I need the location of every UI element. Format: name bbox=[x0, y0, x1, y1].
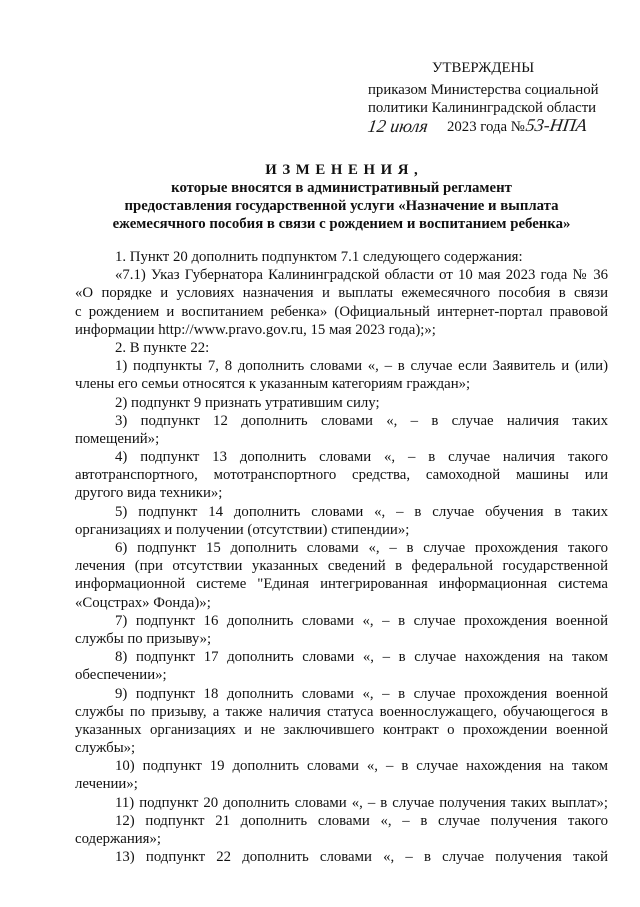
printed-year-number: 2023 года № bbox=[447, 119, 525, 135]
title-line: предоставления государственной услуги «Назначение и выплата bbox=[124, 198, 559, 214]
body-text-line: «7.1) Указ Губернатора Калининградской области от 10 мая 2023 года № 36 bbox=[115, 267, 608, 284]
body-text-line: лечения (при отсутствии указанных сведений в федеральной государственной bbox=[75, 558, 608, 575]
title-line: которые вносятся в административный регламент bbox=[171, 180, 512, 196]
body-text-line: другого вида техники»; bbox=[75, 485, 223, 502]
body-text-line: 9) подпункт 18 дополнить словами «, – в случае прохождения военной bbox=[115, 685, 608, 702]
body-text-line: члены его семьи относятся к указанным категориям граждан»; bbox=[75, 376, 471, 393]
body-text-line: 10) подпункт 19 дополнить словами «, – в случае нахождения на таком bbox=[115, 758, 608, 775]
title-line: ежемесячного пособия в связи с рождением и воспитанием ребенка» bbox=[112, 216, 571, 232]
body-text-line: 13) подпункт 22 дополнить словами «, – в случае получения такой bbox=[115, 849, 608, 866]
body-text-line: 2. В пункте 22: bbox=[115, 339, 210, 356]
title-heading: ИЗМЕНЕНИЯ, bbox=[265, 162, 424, 178]
body-text-line: 1. Пункт 20 дополнить подпунктом 7.1 следующего содержания: bbox=[115, 249, 523, 265]
body-text-line: 6) подпункт 15 дополнить словами «, – в случае прохождения такого bbox=[115, 540, 608, 556]
document-title bbox=[75, 161, 608, 233]
body-text-line: «О порядке и условиях назначения и выплаты ежемесячного пособия в связи bbox=[75, 285, 608, 302]
body-text-line: автотранспортного, мототранспортного средства, самоходной машины или bbox=[75, 467, 608, 484]
body-text-line: 3) подпункт 12 дополнить словами «, – в случае наличия таких bbox=[115, 412, 608, 429]
document-body bbox=[75, 248, 608, 866]
body-text-line: 12) подпункт 21 дополнить словами «, – в случае получения такого bbox=[115, 812, 608, 829]
body-text-line: содержания»; bbox=[75, 831, 161, 847]
approval-heading: УТВЕРЖДЕНЫ bbox=[432, 60, 535, 76]
body-text-line: 4) подпункт 13 дополнить словами «, – в случае наличия такого bbox=[115, 449, 608, 466]
body-text-line: «Соцстрах» Фонда)»; bbox=[75, 594, 211, 611]
body-text-line: помещений»; bbox=[75, 430, 160, 447]
body-text-line: 2) подпункт 9 признать утратившим силу; bbox=[115, 394, 380, 411]
body-text-line: 7) подпункт 16 дополнить словами «, – в случае прохождения военной bbox=[115, 612, 608, 629]
body-text-line: службы по призыву, а также наличия статуса военнослужащего, обучающегося в bbox=[75, 703, 608, 720]
body-text-line: 8) подпункт 17 дополнить словами «, – в случае нахождения на таком bbox=[115, 649, 608, 666]
body-text-line: службы по призыву»; bbox=[75, 630, 212, 647]
body-text-line: информационной системе "Единая интегрированная информационная система bbox=[75, 576, 608, 593]
handwritten-date: 12 июля bbox=[366, 116, 430, 136]
body-text-line: с рождением и воспитанием ребенка» (Официальный интернет-портал правовой bbox=[75, 303, 608, 320]
approval-order-line: приказом Министерства социальной bbox=[368, 82, 599, 98]
body-text-line: информации http://www.pravo.gov.ru, 15 мая 2023 года);»; bbox=[75, 321, 436, 338]
body-text-line: лечении»; bbox=[75, 776, 138, 793]
handwritten-order-number: 53-НПА bbox=[524, 115, 589, 135]
body-text-line: 11) подпункт 20 дополнить словами «, – в случае получения таких выплат»; bbox=[115, 794, 608, 811]
approval-ministry-line: политики Калининградской области bbox=[368, 100, 597, 116]
body-text-line: организациях и получении (отсутствии) стипендии»; bbox=[75, 521, 410, 538]
body-text-line: службы»; bbox=[75, 740, 136, 757]
body-text-line: указанных организациях и не заключившего контракт о прохождении военной bbox=[75, 721, 608, 738]
body-text-line: обеспечении»; bbox=[75, 667, 167, 684]
body-text-line: 5) подпункт 14 дополнить словами «, – в случае обучения в таких bbox=[115, 503, 608, 520]
body-text-line: 1) подпункты 7, 8 дополнить словами «, – в случае если Заявитель и (или) bbox=[115, 358, 608, 375]
